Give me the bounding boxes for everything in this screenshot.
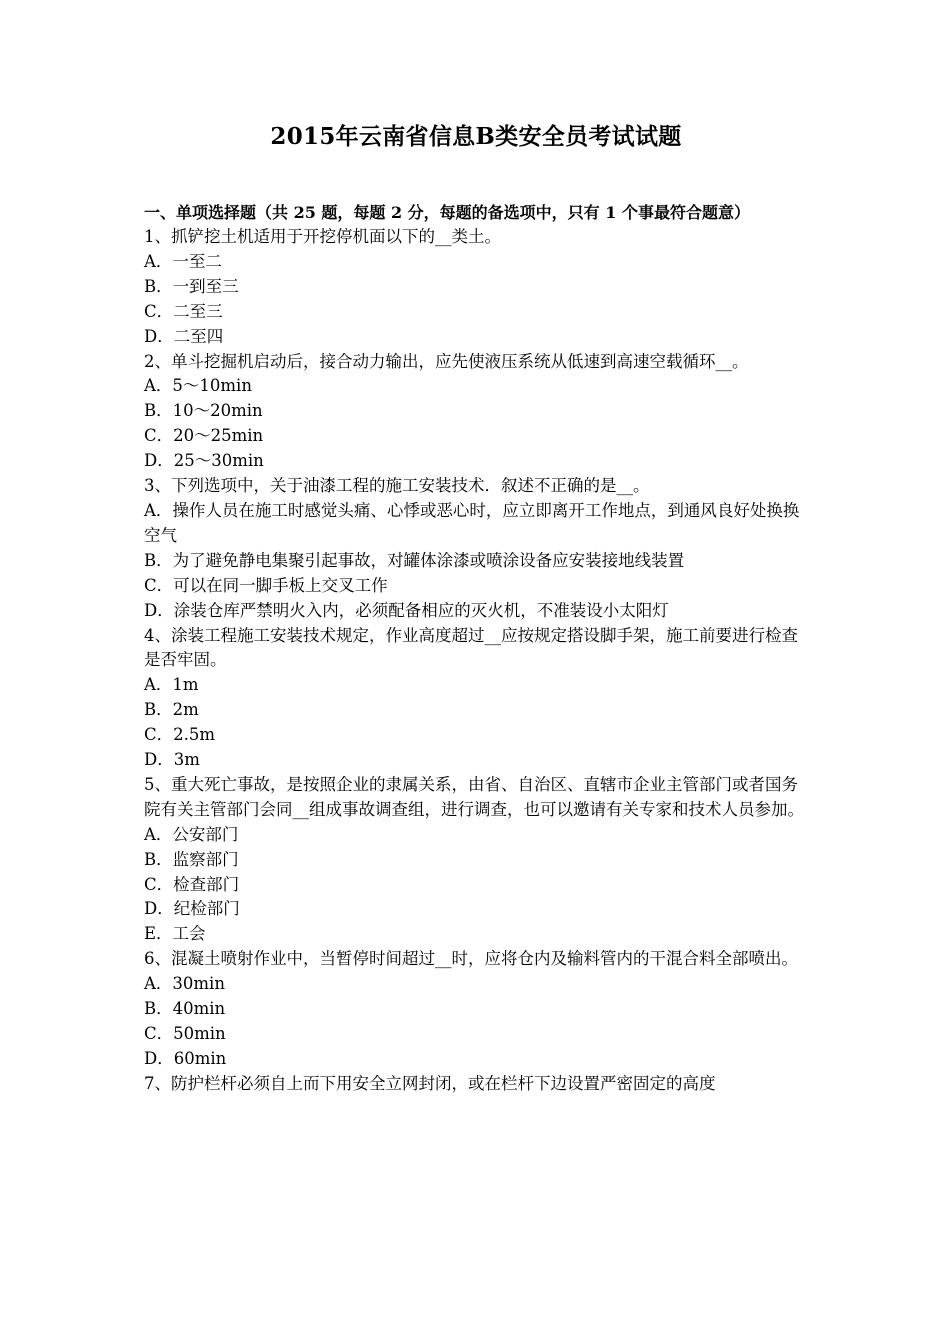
- section-heading: 一、单项选择题（共 25 题，每题 2 分，每题的备选项中，只有 1 个事最符合题意）: [144, 203, 750, 222]
- question-stem: 7、防护栏杆必须自上而下用安全立网封闭，或在栏杆下边设置严密固定的高度: [144, 1073, 716, 1093]
- question-stem: 5、重大死亡事故，是按照企业的隶属关系，由省、自治区、直辖市企业主管部门或者国务院有关主管部门会同__组成事故调查组，进行调查，也可以邀请有关专家和技术人员参加。: [144, 774, 804, 819]
- answer-option: D．25～30min: [144, 451, 264, 471]
- question-stem: 4、涂装工程施工安装技术规定，作业高度超过__应按规定搭设脚手架，施工前要进行检查是否牢固。: [144, 625, 798, 670]
- question-stem: 3、下列选项中，关于油漆工程的施工安装技术．叙述不正确的是__。: [144, 476, 650, 496]
- document-title: 2015年云南省信息B类安全员考试试题: [270, 123, 682, 150]
- answer-option: A．30min: [144, 974, 225, 994]
- question-stem: 2、单斗挖掘机启动后，接合动力输出，应先使液压系统从低速到高速空载循环__。: [144, 351, 749, 371]
- answer-option: C．检查部门: [144, 874, 240, 894]
- answer-option: A．1m: [144, 675, 199, 695]
- answer-option: A．公安部门: [144, 824, 239, 844]
- answer-option: E．工会: [144, 924, 206, 944]
- answer-option: C．50min: [144, 1024, 226, 1043]
- answer-option: A．一至二: [144, 251, 222, 271]
- answer-option: B．2m: [144, 700, 199, 720]
- question-stem: 6、混凝土喷射作业中，当暂停时间超过__时，应将仓内及输料管内的干混合料全部喷出。: [144, 949, 798, 969]
- answer-option: B．10～20min: [144, 401, 263, 421]
- answer-option: D．60min: [144, 1048, 227, 1068]
- question-list: [144, 225, 808, 1097]
- answer-option: D．涂装仓库严禁明火入内，必须配备相应的灭火机，不准装设小太阳灯: [144, 600, 669, 620]
- answer-option: C．可以在同一脚手板上交叉工作: [144, 575, 388, 595]
- answer-option: A．操作人员在施工时感觉头痛、心悸或恶心时，应立即离开工作地点，到通风良好处换换空气: [144, 500, 800, 545]
- answer-option: B．监察部门: [144, 849, 239, 869]
- answer-option: D．二至四: [144, 326, 224, 346]
- answer-option: B．为了避免静电集聚引起事故，对罐体涂漆或喷涂设备应安装接地线装置: [144, 550, 685, 570]
- answer-option: D．3m: [144, 750, 200, 770]
- answer-option: B．40min: [144, 999, 226, 1019]
- answer-option: C．二至三: [144, 301, 223, 321]
- answer-option: B．一到至三: [144, 276, 239, 296]
- answer-option: C．2.5m: [144, 725, 216, 745]
- answer-option: D．纪检部门: [144, 899, 240, 919]
- answer-option: C．20～25min: [144, 426, 264, 446]
- answer-option: A．5～10min: [144, 376, 252, 396]
- question-stem: 1、抓铲挖土机适用于开挖停机面以下的__类土。: [144, 227, 501, 246]
